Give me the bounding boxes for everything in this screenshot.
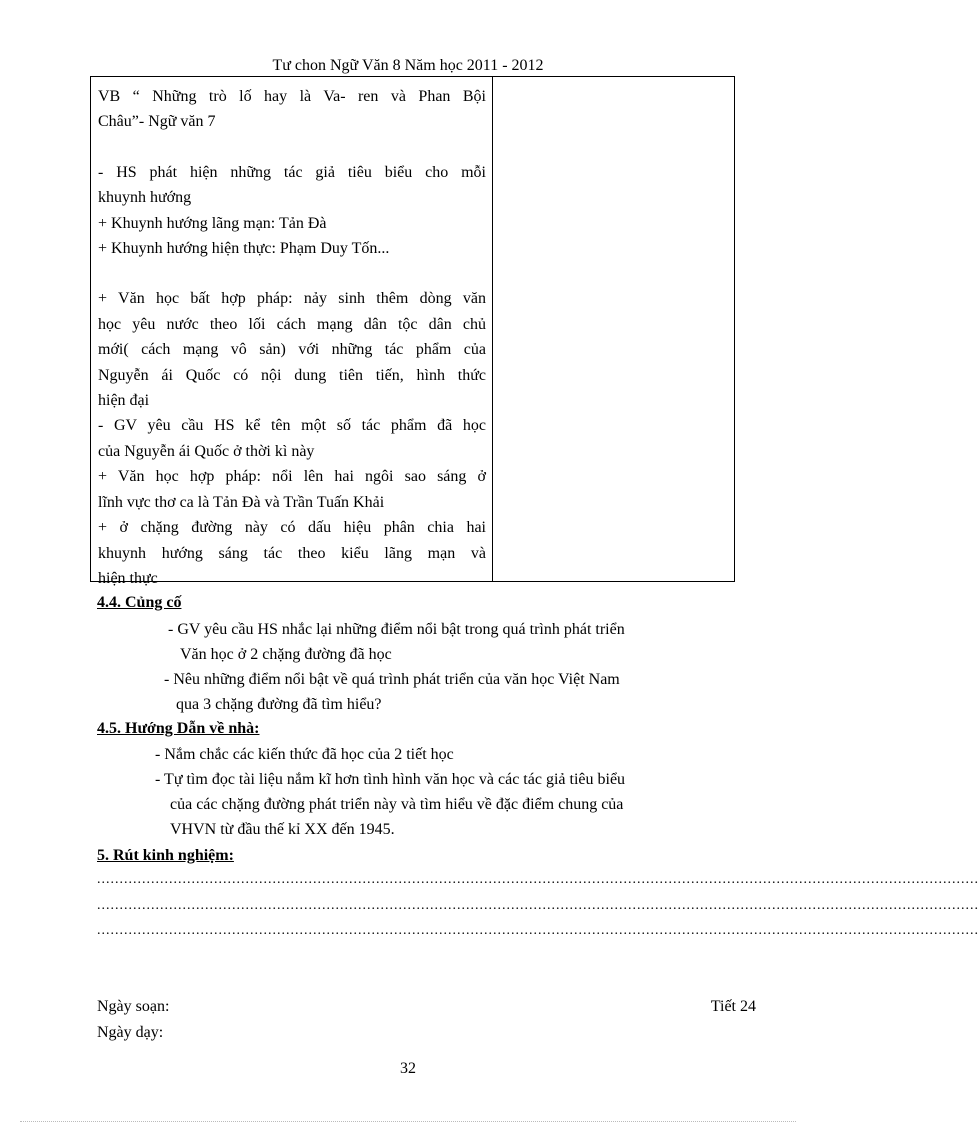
dotted-line: .................................................................................................................................................................................................... [97,872,979,887]
section-title-cung-co: 4.4. Củng cố [97,594,182,611]
table-text-line: + Khuynh hướng hiện thực: Phạm Duy Tốn... [98,240,390,258]
table-text-line: - GV yêu cầu HS kể tên một số tác phẩm đã học [98,417,486,435]
table-left-column [91,77,493,587]
table-text-line: VB “ Những trò lố hay là Va- ren và Phan Bội [98,88,486,105]
huong-dan-item: - Nắm chắc các kiến thức đã học của 2 tiết học [155,746,454,763]
table-text-line: + ở chặng đường này có dấu hiệu phân chia hai [98,519,486,537]
table-text-line: Châu”- Ngữ văn 7 [98,113,216,131]
table-text-line: + Văn học hợp pháp: nổi lên hai ngôi sao sáng ở [98,468,486,486]
page-header: Tư chon Ngữ Văn 8 Năm học 2011 - 2012 [272,57,544,74]
table-text-line: - HS phát hiện những tác giả tiêu biểu cho mỗi [98,163,486,181]
huong-dan-item: của các chặng đường phát triển này và tìm hiểu về đặc điểm chung của [170,796,624,813]
cung-co-item: Văn học ở 2 chặng đường đã học [180,646,392,663]
table-text-line: khuynh hướng sáng tác theo kiểu lãng mạn và [98,544,486,562]
table-text-line: khuynh hướng [98,189,192,207]
table-text-line: của Nguyễn ái Quốc ở thời kì này [98,442,315,460]
section-title-huong-dan: 4.5. Hướng Dẫn về nhà: [97,720,260,737]
cung-co-item: qua 3 chặng đường đã tìm hiểu? [176,696,382,713]
table-text-line: mới( cách mạng vô sản) với những tác phẩm của [98,341,486,359]
table-text-line: học yêu nước theo lối cách mạng dân tộc dân chủ [98,315,486,333]
section-title-rut-kinh-nghiem: 5. Rút kinh nghiệm: [97,847,234,864]
dotted-line: .................................................................................................................................................................................................... [97,923,979,938]
table-right-column [493,77,734,581]
huong-dan-item: VHVN từ đầu thế kỉ XX đến 1945. [170,821,395,838]
table-blank-line [98,135,486,160]
table-text-line: hiện thực [98,569,158,587]
table-blank-line [98,261,486,286]
cung-co-item: - GV yêu cầu HS nhắc lại những điểm nổi bật trong quá trình phát triển [168,621,625,638]
page-bottom-rule [20,1121,796,1122]
table-text-line: lĩnh vực thơ ca là Tản Đà và Trần Tuấn Khải [98,493,385,511]
ngay-soan-label: Ngày soạn: [97,998,170,1015]
table-text-line: hiện đại [98,392,150,410]
dotted-line: .................................................................................................................................................................................................... [97,898,979,913]
cung-co-item: - Nêu những điểm nổi bật về quá trình phát triển của văn học Việt Nam [164,671,620,688]
page-number: 32 [400,1060,416,1077]
table-text-line: + Khuynh hướng lãng mạn: Tản Đà [98,214,327,232]
lesson-table [90,76,735,587]
huong-dan-item: - Tự tìm đọc tài liệu nắm kĩ hơn tình hình văn học và các tác giả tiêu biểu [155,771,626,788]
tiet-label: Tiết 24 [710,998,756,1015]
table-text-line: Nguyễn ái Quốc có nội dung tiên tiến, hình thức [98,366,486,384]
ngay-day-label: Ngày dạy: [97,1024,164,1041]
table-text-line: + Văn học bất hợp pháp: nảy sinh thêm dòng văn [98,290,486,308]
